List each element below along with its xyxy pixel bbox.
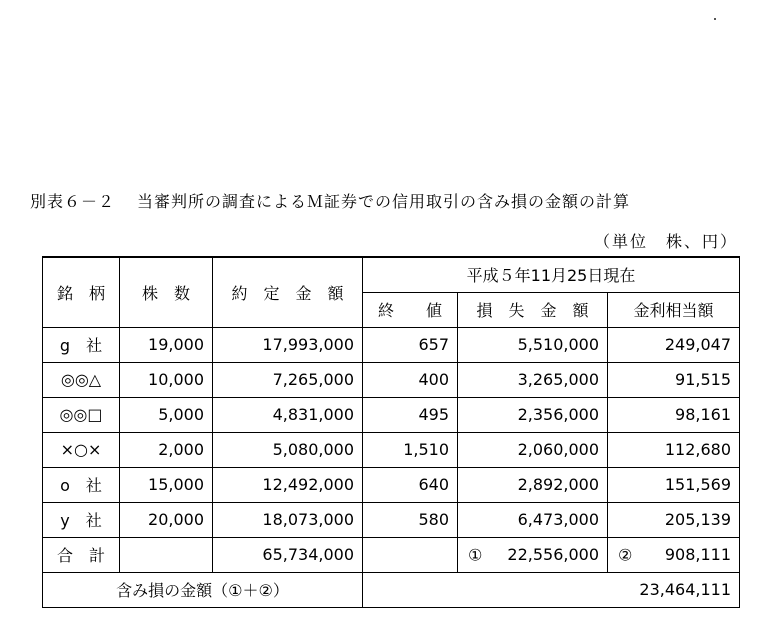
loss-cell: 2,060,000 bbox=[458, 432, 608, 467]
circled-one-mark: ① bbox=[468, 545, 483, 564]
table-row bbox=[43, 362, 740, 397]
contract-cell: 17,993,000 bbox=[213, 327, 363, 362]
contract-cell: 18,073,000 bbox=[213, 502, 363, 537]
total-loss-cell bbox=[458, 537, 608, 572]
brand-cell: ×○× bbox=[43, 432, 120, 467]
brand-cell: o 社 bbox=[43, 467, 120, 502]
brand-cell: ◎◎□ bbox=[43, 397, 120, 432]
loss-calculation-table bbox=[42, 256, 740, 608]
loss-cell: 6,473,000 bbox=[458, 502, 608, 537]
close-cell: 657 bbox=[363, 327, 458, 362]
contract-cell: 5,080,000 bbox=[213, 432, 363, 467]
brand-cell: y 社 bbox=[43, 502, 120, 537]
close-cell: 580 bbox=[363, 502, 458, 537]
close-cell: 640 bbox=[363, 467, 458, 502]
brand-cell: ◎◎△ bbox=[43, 362, 120, 397]
interest-cell: 112,680 bbox=[608, 432, 740, 467]
document-title bbox=[30, 189, 630, 212]
shares-cell: 5,000 bbox=[120, 397, 213, 432]
header-shares: 株 数 bbox=[120, 257, 213, 327]
interest-cell: 151,569 bbox=[608, 467, 740, 502]
loss-cell: 2,892,000 bbox=[458, 467, 608, 502]
header-close-price: 終 値 bbox=[363, 292, 458, 327]
total-contract: 65,734,000 bbox=[213, 537, 363, 572]
brand-cell: g 社 bbox=[43, 327, 120, 362]
title-number: 別表６－２ bbox=[30, 192, 116, 211]
contract-cell: 4,831,000 bbox=[213, 397, 363, 432]
interest-cell: 98,161 bbox=[608, 397, 740, 432]
interest-cell: 91,515 bbox=[608, 362, 740, 397]
shares-cell: 20,000 bbox=[120, 502, 213, 537]
close-cell: 495 bbox=[363, 397, 458, 432]
grand-total-label: 含み損の金額（①＋②） bbox=[43, 572, 363, 607]
table-row bbox=[43, 327, 740, 362]
title-text: 当審判所の調査によるＭ証券での信用取引の含み損の金額の計算 bbox=[137, 192, 631, 211]
total-close-empty bbox=[363, 537, 458, 572]
contract-cell: 7,265,000 bbox=[213, 362, 363, 397]
grand-total-value: 23,464,111 bbox=[363, 572, 740, 607]
table-row bbox=[43, 432, 740, 467]
shares-cell: 2,000 bbox=[120, 432, 213, 467]
unit-note: （単位 株、円） bbox=[593, 232, 738, 251]
header-row-1 bbox=[43, 257, 740, 292]
contract-cell: 12,492,000 bbox=[213, 467, 363, 502]
loss-cell: 5,510,000 bbox=[458, 327, 608, 362]
close-cell: 400 bbox=[363, 362, 458, 397]
scan-speck bbox=[714, 18, 716, 20]
header-as-of-date: 平成５年11月25日現在 bbox=[363, 257, 740, 292]
header-brand: 銘 柄 bbox=[43, 257, 120, 327]
total-interest-cell bbox=[608, 537, 740, 572]
total-loss: 22,556,000 bbox=[507, 545, 599, 564]
header-loss-amount: 損 失 金 額 bbox=[458, 292, 608, 327]
total-interest: 908,111 bbox=[664, 545, 732, 564]
shares-cell: 10,000 bbox=[120, 362, 213, 397]
close-cell: 1,510 bbox=[363, 432, 458, 467]
interest-cell: 205,139 bbox=[608, 502, 740, 537]
header-interest-amount: 金利相当額 bbox=[608, 292, 740, 327]
shares-cell: 19,000 bbox=[120, 327, 213, 362]
total-row bbox=[43, 537, 740, 572]
header-contract-amount: 約 定 金 額 bbox=[213, 257, 363, 327]
table-row bbox=[43, 502, 740, 537]
total-shares-empty bbox=[120, 537, 213, 572]
table-row bbox=[43, 397, 740, 432]
circled-two-mark: ② bbox=[618, 545, 633, 564]
total-label: 合 計 bbox=[43, 537, 120, 572]
loss-cell: 2,356,000 bbox=[458, 397, 608, 432]
interest-cell: 249,047 bbox=[608, 327, 740, 362]
shares-cell: 15,000 bbox=[120, 467, 213, 502]
grand-total-row bbox=[43, 572, 740, 607]
loss-cell: 3,265,000 bbox=[458, 362, 608, 397]
table-row bbox=[43, 467, 740, 502]
